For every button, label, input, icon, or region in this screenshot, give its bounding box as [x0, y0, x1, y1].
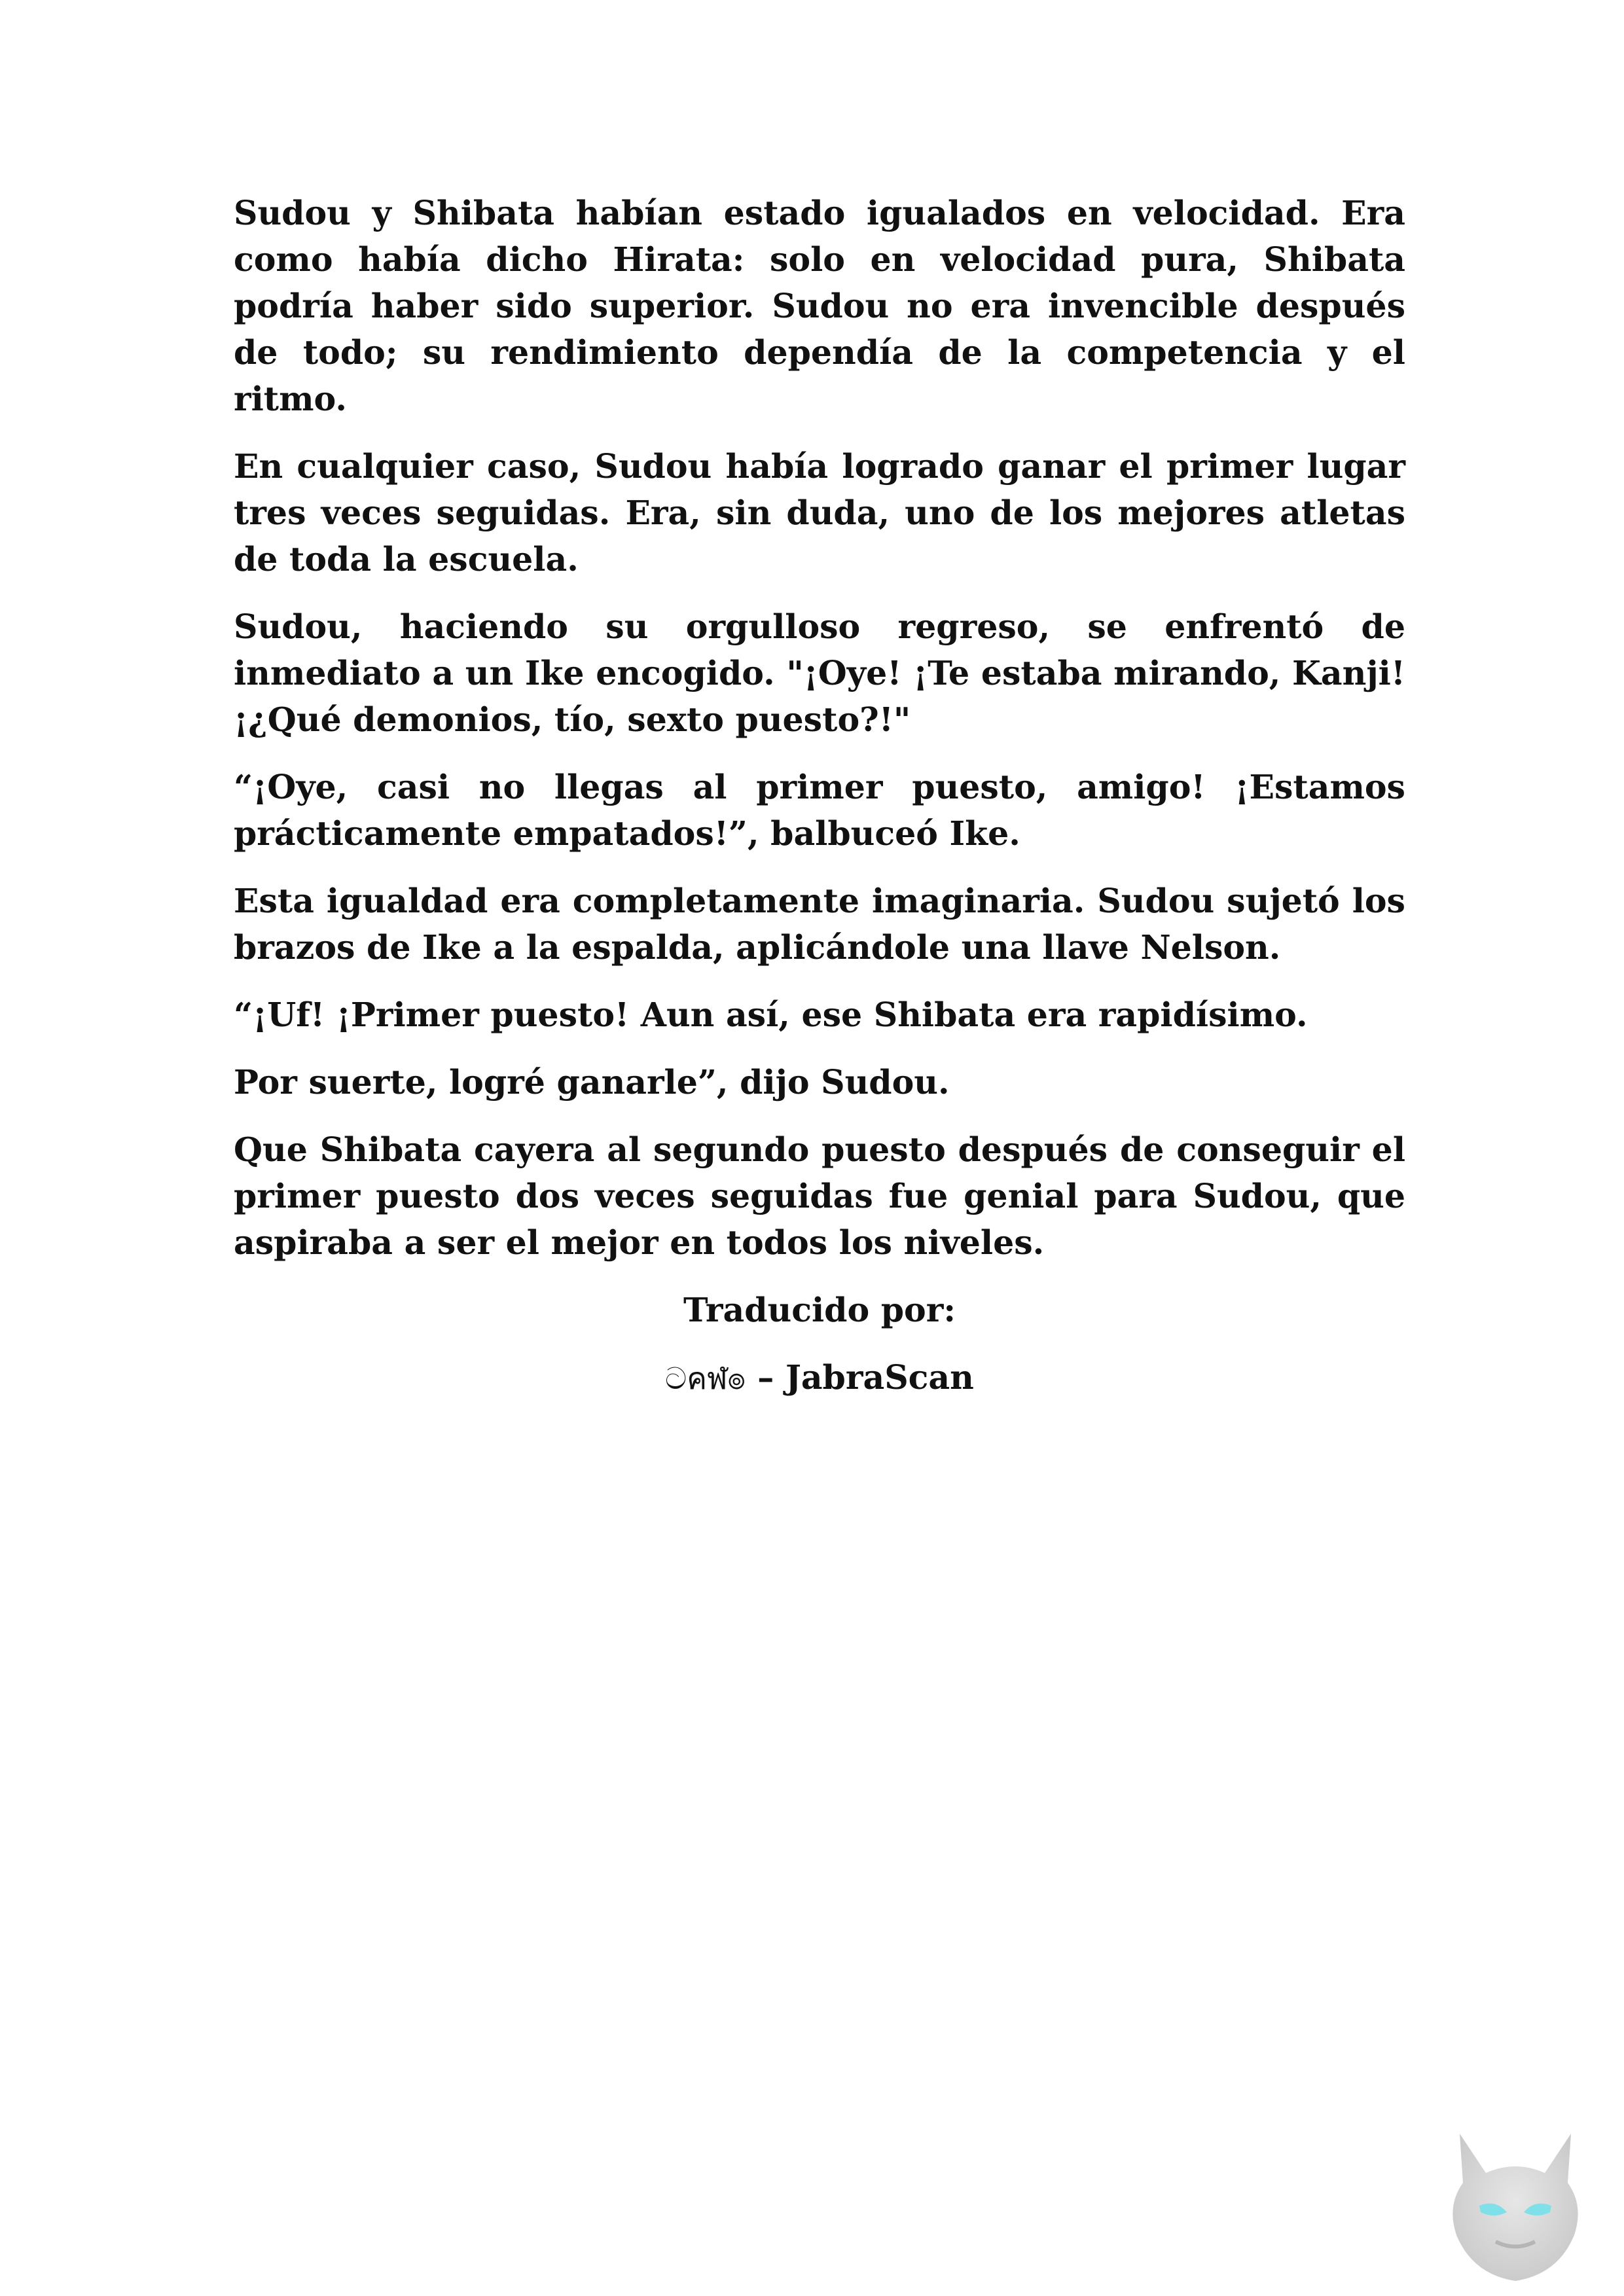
translator-name: ටคฬ๏: [665, 1361, 746, 1396]
paragraph-1: Sudou y Shibata habían estado igualados en velocidad. Era como había dicho Hirata: solo en velocidad pura, Shibata podría haber sido superior. Sudou no era invencible después de todo; su rendimiento dependía de la competencia y el ritmo.: [234, 194, 1405, 418]
paragraph-2: En cualquier caso, Sudou había logrado ganar el primer lugar tres veces seguidas. Era, sin duda, uno de los mejores atletas de toda la escuela.: [234, 447, 1405, 579]
credits-separator: –: [746, 1358, 785, 1397]
paragraph-5: Esta igualdad era completamente imaginaria. Sudou sujetó los brazos de Ike a la espalda, aplicándole una llave Nelson.: [234, 882, 1405, 967]
paragraph-6: “¡Uf! ¡Primer puesto! Aun así, ese Shibata era rapidísimo.: [234, 996, 1308, 1034]
credits-line: [234, 1354, 1405, 1402]
paragraph-3: Sudou, haciendo su orgulloso regreso, se enfrentó de inmediato a un Ike encogido. "¡Oye! ¡Te estaba mirando, Kanji! ¡¿Qué demonios, tío, sexto puesto?!": [234, 607, 1405, 739]
demon-head-logo-icon: [1434, 2121, 1597, 2284]
paragraph-7: Por suerte, logré ganarle”, dijo Sudou.: [234, 1063, 950, 1102]
credits-label: Traducido por:: [683, 1291, 956, 1329]
scan-group-name: JabraScan: [785, 1358, 974, 1397]
text-body: [234, 190, 1405, 1423]
paragraph-8: Que Shibata cayera al segundo puesto después de conseguir el primer puesto dos veces seguidas fue genial para Sudou, que aspiraba a ser el mejor en todos los niveles.: [234, 1130, 1405, 1262]
paragraph-4: “¡Oye, casi no llegas al primer puesto, amigo! ¡Estamos prácticamente empatados!”, balbuceó Ike.: [234, 768, 1405, 853]
